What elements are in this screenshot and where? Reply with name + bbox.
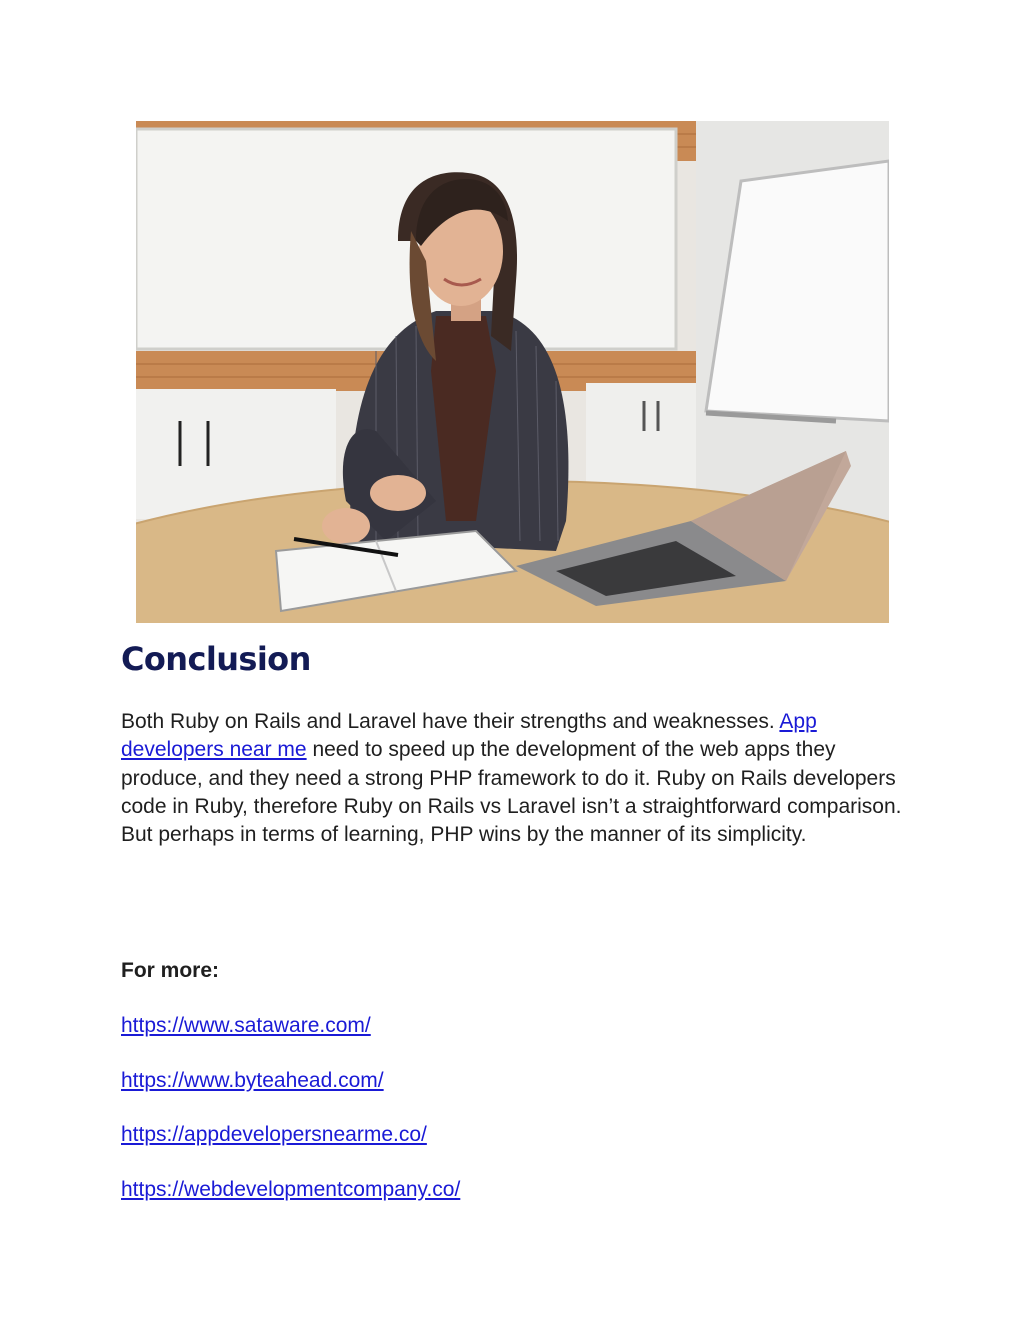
paragraph-text-part-1: Both Ruby on Rails and Laravel have their strengths and weaknesses. [121,710,780,733]
conclusion-paragraph [121,708,911,849]
hero-photo [136,121,889,623]
webdevelopmentcompany-link[interactable]: https://webdevelopmentcompany.co/ [121,1177,461,1201]
office-photo-icon [136,121,889,623]
sataware-link[interactable]: https://www.sataware.com/ [121,1014,371,1037]
appdevelopersnearme-link[interactable]: https://appdevelopersnearme.co/ [121,1123,427,1146]
byteahead-link[interactable]: https://www.byteahead.com/ [121,1068,384,1092]
list-item [121,1011,460,1066]
list-item [121,1066,460,1121]
for-more-label: For more: [121,959,220,982]
page-heading: Conclusion [121,640,311,678]
app-developers-link[interactable]: App developers near me [121,710,817,762]
list-item [121,1175,460,1230]
links-list [121,1011,460,1229]
list-item [121,1120,460,1175]
paragraph-text-part-2: need to speed up the development of the web apps they produce, and they need a strong PHP framework to do it. Ruby on Rails developers code in Ruby, therefore Ruby on Rails vs Laravel isn’t a straightforward comparison. But perhaps in terms of learning, PHP wins by the manner of its simplicity. [121,738,902,847]
